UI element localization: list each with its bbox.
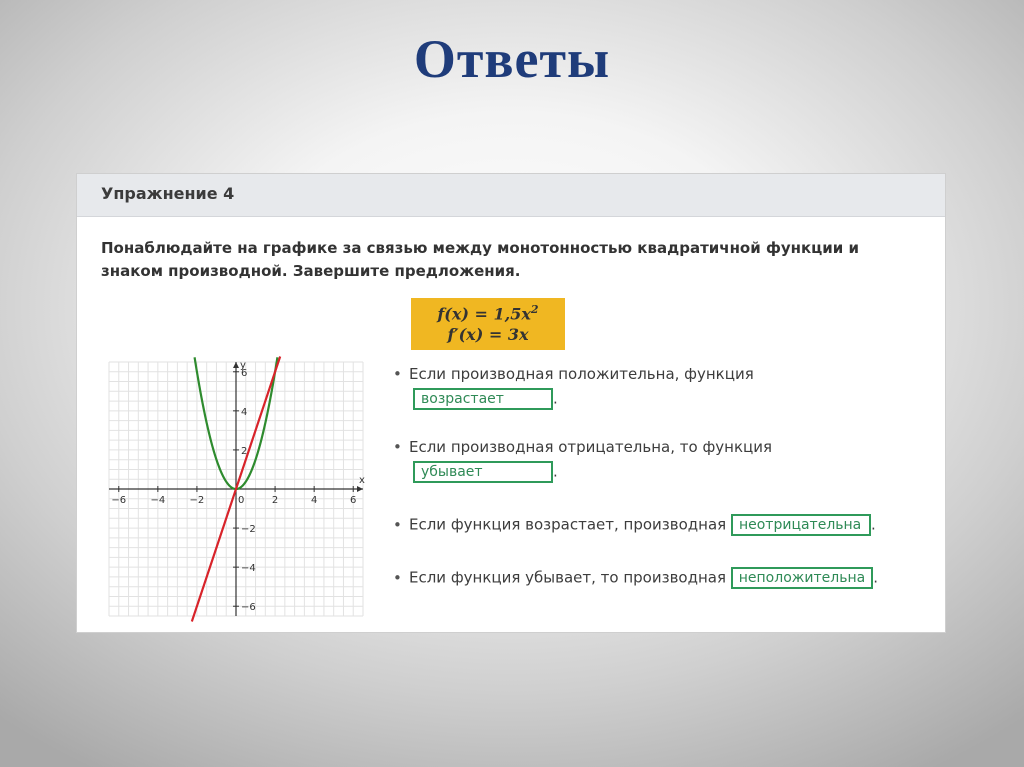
statement-4-suffix: . <box>873 568 878 587</box>
function-graph <box>101 354 371 624</box>
x-tick-label: 2 <box>271 495 279 506</box>
answer-field-1[interactable]: возрастает <box>413 388 553 410</box>
statement-2: • Если производная отрицательна, то функция убывает . <box>393 438 933 483</box>
function-formula <box>411 303 565 323</box>
y-tick-label: 2 <box>241 445 248 457</box>
y-tick-label: 4 <box>241 406 248 418</box>
y-tick-label: −4 <box>241 563 256 575</box>
answer-field-3[interactable]: неотрицательна <box>731 514 871 536</box>
slide-title: Ответы <box>413 29 611 89</box>
statement-1-text: Если производная положительна, функция <box>409 365 754 383</box>
statement-1-suffix: . <box>553 389 558 408</box>
x-tick-label: 4 <box>310 495 318 506</box>
answer-field-2[interactable]: убывает <box>413 461 553 483</box>
exercise-prompt: Понаблюдайте на графике за связью между монотонностью квадратичной функции и знаком производной. Завершите предложения. <box>101 239 860 280</box>
x-tick-label: −4 <box>150 495 166 506</box>
statement-3-suffix: . <box>870 515 876 534</box>
function-formula-base: f(x) = 1,5x <box>437 304 531 324</box>
x-axis-label: x <box>359 475 365 486</box>
y-tick-label: −2 <box>241 524 256 536</box>
y-axis-label: y <box>240 360 246 371</box>
x-tick-label: −6 <box>111 495 127 506</box>
exercise-header <box>77 174 945 217</box>
statement-4-text: Если функция убывает, то производная <box>409 568 726 587</box>
x-axis-arrow <box>357 486 363 492</box>
exercise-panel <box>76 173 946 633</box>
x-tick-label: −2 <box>189 495 205 506</box>
derivative-formula: f′(x) = 3x <box>447 325 529 344</box>
y-axis-arrow <box>233 362 239 368</box>
statement-4: • Если функция убывает, то производная неположительна . <box>393 567 933 589</box>
statement-1: • Если производная положительна, функция возрастает . <box>393 365 933 410</box>
exercise-title: Упражнение 4 <box>101 184 235 203</box>
x-tick-label: 6 <box>350 495 357 506</box>
statement-2-text: Если производная отрицательна, то функция <box>409 438 772 456</box>
statement-2-suffix: . <box>553 462 558 481</box>
function-formula-power: 2 <box>530 303 539 316</box>
answer-field-4[interactable]: неположительна <box>731 567 873 589</box>
y-tick-label: −6 <box>241 602 256 614</box>
statement-3: • Если функция возрастает, производная неотрицательна . <box>393 514 933 536</box>
formula-box <box>411 298 565 350</box>
y-tick-label: 6 <box>241 367 248 379</box>
statement-3-text: Если функция возрастает, производная <box>409 515 727 534</box>
x-tick-label: 0 <box>238 495 245 506</box>
